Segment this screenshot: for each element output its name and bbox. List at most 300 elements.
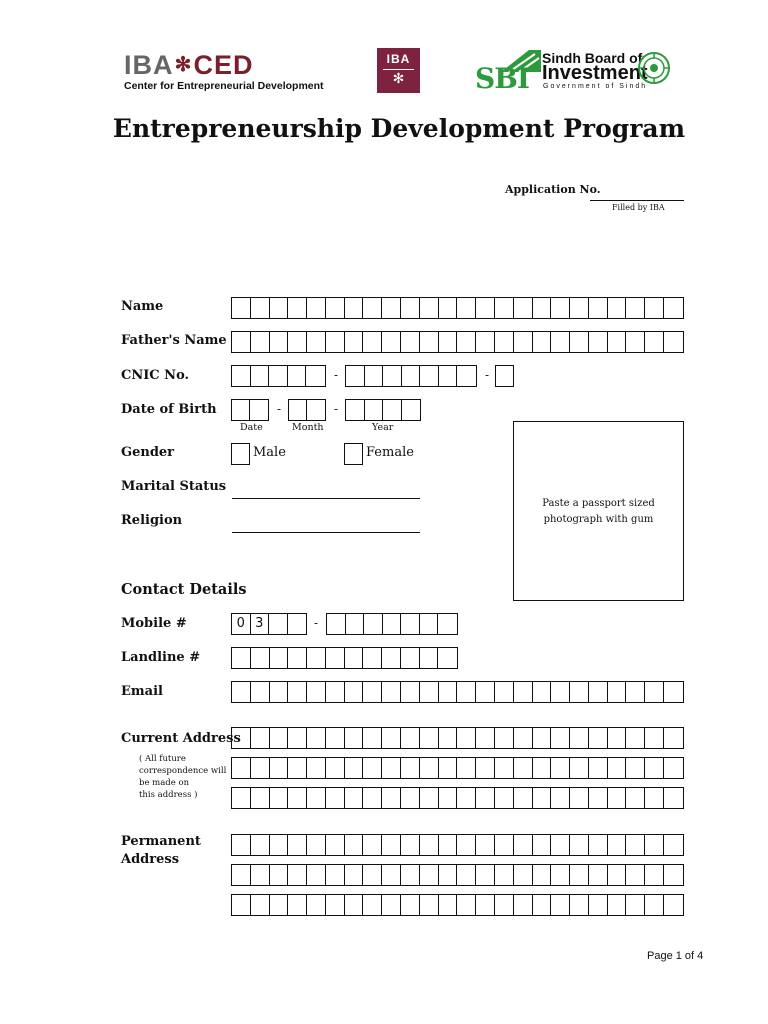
input-box-cell[interactable] — [288, 895, 307, 915]
name-label: Name — [121, 299, 164, 314]
input-box-cell[interactable] — [570, 835, 589, 855]
input-box-cell[interactable] — [457, 865, 476, 885]
input-box-cell[interactable] — [326, 728, 345, 748]
gender-male-checkbox[interactable] — [231, 443, 250, 465]
input-box-cell[interactable] — [363, 728, 382, 748]
input-box-cell[interactable] — [495, 728, 514, 748]
input-box-cell[interactable] — [626, 682, 645, 702]
mobile-number-boxes[interactable] — [326, 613, 458, 635]
landline-boxes[interactable] — [231, 647, 458, 669]
input-box-cell[interactable] — [476, 865, 495, 885]
input-box-cell[interactable] — [476, 895, 495, 915]
input-box-cell[interactable] — [608, 758, 627, 778]
input-box-cell[interactable] — [514, 895, 533, 915]
input-box-cell[interactable] — [251, 728, 270, 748]
input-box-cell[interactable] — [533, 758, 552, 778]
religion-field[interactable] — [232, 532, 420, 533]
input-box-cell[interactable] — [514, 835, 533, 855]
input-box-cell[interactable] — [363, 865, 382, 885]
input-box-cell[interactable] — [365, 366, 384, 386]
input-box-cell[interactable] — [251, 865, 270, 885]
input-box-cell[interactable] — [345, 758, 364, 778]
input-box-cell[interactable] — [363, 682, 382, 702]
input-box-cell[interactable] — [664, 728, 683, 748]
input-box-cell[interactable] — [589, 835, 608, 855]
input-box-cell[interactable] — [439, 835, 458, 855]
input-box-cell[interactable] — [495, 758, 514, 778]
input-box-cell[interactable] — [439, 895, 458, 915]
input-box-cell[interactable] — [608, 835, 627, 855]
input-box-cell[interactable] — [232, 648, 251, 668]
input-box-cell[interactable] — [608, 895, 627, 915]
input-box-cell[interactable] — [288, 682, 307, 702]
input-box-cell[interactable] — [326, 682, 345, 702]
input-box-cell[interactable] — [645, 728, 664, 748]
input-box-cell[interactable] — [363, 648, 382, 668]
input-box-cell[interactable] — [401, 682, 420, 702]
cnic-boxes-part3[interactable] — [495, 365, 514, 387]
input-box-cell[interactable] — [345, 835, 364, 855]
input-box-cell[interactable] — [307, 835, 326, 855]
input-box-cell[interactable] — [438, 614, 457, 634]
input-box-cell[interactable] — [476, 728, 495, 748]
input-box-cell[interactable] — [645, 865, 664, 885]
input-box-cell[interactable] — [307, 788, 326, 808]
input-box-cell[interactable] — [457, 298, 476, 318]
input-box-cell[interactable] — [570, 895, 589, 915]
input-box-cell[interactable] — [232, 332, 251, 352]
input-box-cell[interactable] — [664, 895, 683, 915]
mobile-prefix-digit-3[interactable] — [269, 614, 288, 634]
input-box-cell[interactable] — [476, 682, 495, 702]
input-box-cell[interactable] — [401, 298, 420, 318]
input-box-cell[interactable] — [401, 648, 420, 668]
input-box-cell[interactable] — [514, 865, 533, 885]
input-box-cell[interactable] — [664, 332, 683, 352]
input-box-cell[interactable] — [232, 865, 251, 885]
dob-date-boxes[interactable] — [231, 399, 269, 421]
current-address-note: ( All future correspondence will be made on this address ) — [139, 754, 227, 800]
input-box-cell[interactable] — [232, 895, 251, 915]
input-box-cell[interactable] — [307, 728, 326, 748]
input-box-cell[interactable] — [232, 835, 251, 855]
input-box-cell[interactable] — [270, 865, 289, 885]
input-box-cell[interactable] — [608, 682, 627, 702]
input-box-cell[interactable] — [533, 298, 552, 318]
input-box-cell[interactable] — [363, 895, 382, 915]
input-box-cell[interactable] — [307, 865, 326, 885]
sindh-seal-icon — [637, 51, 671, 85]
input-box-cell[interactable] — [288, 648, 307, 668]
input-box-cell[interactable] — [326, 835, 345, 855]
cnic-separator-1: - — [334, 368, 339, 382]
input-box-cell[interactable] — [457, 682, 476, 702]
iba-star-icon: ✻ — [392, 71, 405, 87]
input-box-cell[interactable] — [570, 298, 589, 318]
input-box-cell[interactable] — [327, 614, 346, 634]
ced-star-icon: ✻ — [174, 54, 193, 76]
input-box-cell[interactable] — [382, 332, 401, 352]
input-box-cell[interactable] — [270, 728, 289, 748]
input-box-cell[interactable] — [533, 895, 552, 915]
input-box-cell[interactable] — [533, 835, 552, 855]
input-box-cell[interactable] — [326, 648, 345, 668]
input-box-cell[interactable] — [664, 682, 683, 702]
input-box-cell[interactable] — [307, 758, 326, 778]
input-box-cell[interactable] — [326, 758, 345, 778]
mobile-prefix-digit-2[interactable]: 3 — [251, 614, 270, 634]
permanent-address-line-2[interactable] — [231, 864, 684, 886]
input-box-cell[interactable] — [383, 366, 402, 386]
input-box-cell[interactable] — [382, 298, 401, 318]
input-box-cell[interactable] — [626, 788, 645, 808]
input-box-cell[interactable] — [232, 682, 251, 702]
input-box-cell[interactable] — [439, 682, 458, 702]
input-box-cell[interactable] — [626, 865, 645, 885]
input-box-cell[interactable] — [365, 400, 384, 420]
input-box-cell[interactable] — [251, 895, 270, 915]
input-box-cell[interactable] — [439, 758, 458, 778]
input-box-cell[interactable] — [476, 298, 495, 318]
input-box-cell[interactable] — [307, 332, 326, 352]
cnic-boxes-part1[interactable] — [231, 365, 326, 387]
input-box-cell[interactable] — [551, 332, 570, 352]
input-box-cell[interactable] — [363, 332, 382, 352]
input-box-cell[interactable] — [608, 865, 627, 885]
input-box-cell[interactable] — [439, 332, 458, 352]
application-no-field[interactable] — [590, 200, 684, 201]
input-box-cell[interactable] — [589, 865, 608, 885]
input-box-cell[interactable] — [382, 728, 401, 748]
input-box-cell[interactable] — [289, 400, 307, 420]
input-box-cell[interactable] — [270, 648, 289, 668]
input-box-cell[interactable] — [570, 728, 589, 748]
input-box-cell[interactable] — [420, 366, 439, 386]
current-address-label: Current Address — [121, 731, 241, 746]
input-box-cell[interactable] — [495, 682, 514, 702]
input-box-cell[interactable] — [495, 298, 514, 318]
input-box-cell[interactable] — [402, 366, 421, 386]
input-box-cell[interactable] — [457, 895, 476, 915]
input-box-cell[interactable] — [364, 614, 383, 634]
input-box-cell[interactable] — [457, 728, 476, 748]
input-box-cell[interactable] — [270, 895, 289, 915]
input-box-cell[interactable] — [232, 366, 251, 386]
input-box-cell[interactable] — [533, 332, 552, 352]
input-box-cell[interactable] — [589, 728, 608, 748]
input-box-cell[interactable] — [306, 366, 325, 386]
input-box-cell[interactable] — [645, 758, 664, 778]
photo-box[interactable] — [513, 421, 684, 601]
input-box-cell[interactable] — [551, 895, 570, 915]
input-box-cell[interactable] — [382, 865, 401, 885]
input-box-cell[interactable] — [439, 366, 458, 386]
input-box-cell[interactable] — [438, 648, 457, 668]
input-box-cell[interactable] — [551, 835, 570, 855]
input-box-cell[interactable] — [476, 788, 495, 808]
input-box-cell[interactable] — [326, 788, 345, 808]
father-name-label: Father's Name — [121, 333, 227, 348]
input-box-cell[interactable] — [288, 835, 307, 855]
current-address-line-3[interactable] — [231, 787, 684, 809]
input-box-cell[interactable] — [326, 895, 345, 915]
input-box-cell[interactable] — [232, 298, 251, 318]
sbi-title-line3: Government of Sindh — [543, 83, 648, 90]
input-box-cell[interactable] — [551, 682, 570, 702]
input-box-cell[interactable] — [495, 835, 514, 855]
input-box-cell[interactable] — [250, 400, 268, 420]
input-box-cell[interactable] — [382, 788, 401, 808]
input-box-cell[interactable] — [645, 788, 664, 808]
gender-female-checkbox[interactable] — [344, 443, 363, 465]
input-box-cell[interactable] — [288, 865, 307, 885]
input-box-cell[interactable] — [401, 332, 420, 352]
input-box-cell[interactable] — [420, 728, 439, 748]
name-boxes[interactable] — [231, 297, 684, 319]
input-box-cell[interactable] — [382, 682, 401, 702]
input-box-cell[interactable] — [533, 728, 552, 748]
input-box-cell[interactable] — [626, 332, 645, 352]
input-box-cell[interactable] — [346, 366, 365, 386]
input-box-cell[interactable] — [363, 758, 382, 778]
input-box-cell[interactable] — [251, 298, 270, 318]
permanent-address-line-3[interactable] — [231, 894, 684, 916]
input-box-cell[interactable] — [401, 835, 420, 855]
input-box-cell[interactable] — [551, 788, 570, 808]
input-box-cell[interactable] — [420, 614, 439, 634]
landline-label: Landline # — [121, 650, 201, 665]
email-boxes[interactable] — [231, 681, 684, 703]
input-box-cell[interactable] — [251, 366, 270, 386]
input-box-cell[interactable] — [307, 400, 325, 420]
input-box-cell[interactable] — [457, 835, 476, 855]
input-box-cell[interactable] — [270, 332, 289, 352]
input-box-cell[interactable] — [514, 728, 533, 748]
input-box-cell[interactable] — [514, 332, 533, 352]
marital-status-field[interactable] — [232, 498, 420, 499]
input-box-cell[interactable] — [589, 895, 608, 915]
input-box-cell[interactable] — [232, 400, 250, 420]
input-box-cell[interactable] — [232, 788, 251, 808]
input-box-cell[interactable] — [608, 332, 627, 352]
input-box-cell[interactable] — [288, 366, 307, 386]
input-box-cell[interactable] — [608, 788, 627, 808]
input-box-cell[interactable] — [589, 758, 608, 778]
father-name-boxes[interactable] — [231, 331, 684, 353]
input-box-cell[interactable] — [664, 298, 683, 318]
input-box-cell[interactable] — [345, 728, 364, 748]
input-box-cell[interactable] — [551, 758, 570, 778]
input-box-cell[interactable] — [401, 895, 420, 915]
input-box-cell[interactable] — [269, 366, 288, 386]
input-box-cell[interactable] — [495, 865, 514, 885]
input-box-cell[interactable] — [251, 788, 270, 808]
input-box-cell[interactable] — [345, 682, 364, 702]
input-box-cell[interactable] — [495, 332, 514, 352]
input-box-cell[interactable] — [589, 298, 608, 318]
input-box-cell[interactable] — [645, 895, 664, 915]
input-box-cell[interactable] — [420, 332, 439, 352]
input-box-cell[interactable] — [326, 332, 345, 352]
input-box-cell[interactable] — [495, 895, 514, 915]
input-box-cell[interactable] — [401, 614, 420, 634]
input-box-cell[interactable] — [345, 332, 364, 352]
input-box-cell[interactable] — [401, 788, 420, 808]
input-box-cell[interactable] — [251, 758, 270, 778]
input-box-cell[interactable] — [345, 865, 364, 885]
input-box-cell[interactable] — [533, 682, 552, 702]
input-box-cell[interactable] — [420, 298, 439, 318]
input-box-cell[interactable] — [626, 758, 645, 778]
input-box-cell[interactable] — [439, 865, 458, 885]
page-title: Entrepreneurship Development Program — [112, 114, 686, 143]
input-box-cell[interactable] — [533, 865, 552, 885]
input-box-cell[interactable] — [570, 332, 589, 352]
input-box-cell[interactable] — [514, 758, 533, 778]
input-box-cell[interactable] — [570, 865, 589, 885]
input-box-cell[interactable] — [402, 400, 421, 420]
input-box-cell[interactable] — [382, 895, 401, 915]
input-box-cell[interactable] — [664, 758, 683, 778]
input-box-cell[interactable] — [570, 758, 589, 778]
mobile-prefix-digit-4[interactable] — [288, 614, 307, 634]
input-box-cell[interactable] — [457, 788, 476, 808]
input-box-cell[interactable] — [288, 332, 307, 352]
input-box-cell[interactable] — [363, 788, 382, 808]
input-box-cell[interactable] — [439, 298, 458, 318]
input-box-cell[interactable] — [401, 728, 420, 748]
input-box-cell[interactable] — [551, 728, 570, 748]
input-box-cell[interactable] — [420, 895, 439, 915]
marital-status-label: Marital Status — [121, 479, 227, 494]
iba-badge-divider — [383, 69, 414, 70]
input-box-cell[interactable] — [476, 835, 495, 855]
input-box-cell[interactable] — [589, 788, 608, 808]
input-box-cell[interactable] — [570, 682, 589, 702]
input-box-cell[interactable] — [589, 332, 608, 352]
input-box-cell[interactable] — [232, 758, 251, 778]
input-box-cell[interactable] — [551, 865, 570, 885]
input-box-cell[interactable] — [326, 865, 345, 885]
input-box-cell[interactable] — [626, 298, 645, 318]
input-box-cell[interactable] — [496, 366, 513, 386]
input-box-cell[interactable] — [288, 788, 307, 808]
cnic-boxes-part2[interactable] — [345, 365, 477, 387]
input-box-cell[interactable] — [251, 682, 270, 702]
input-box-cell[interactable] — [533, 788, 552, 808]
input-box-cell[interactable] — [288, 298, 307, 318]
input-box-cell[interactable] — [307, 298, 326, 318]
input-box-cell[interactable] — [626, 895, 645, 915]
input-box-cell[interactable] — [383, 614, 402, 634]
input-box-cell[interactable] — [589, 682, 608, 702]
input-box-cell[interactable] — [363, 835, 382, 855]
input-box-cell[interactable] — [288, 728, 307, 748]
input-box-cell[interactable] — [420, 648, 439, 668]
input-box-cell[interactable] — [664, 865, 683, 885]
input-box-cell[interactable] — [645, 835, 664, 855]
input-box-cell[interactable] — [270, 788, 289, 808]
input-box-cell[interactable] — [626, 835, 645, 855]
permanent-address-line-1[interactable] — [231, 834, 684, 856]
input-box-cell[interactable] — [439, 728, 458, 748]
input-box-cell[interactable] — [345, 895, 364, 915]
mobile-prefix-boxes[interactable] — [231, 613, 307, 635]
input-box-cell[interactable] — [457, 332, 476, 352]
input-box-cell[interactable] — [514, 682, 533, 702]
input-box-cell[interactable] — [307, 895, 326, 915]
input-box-cell[interactable] — [420, 758, 439, 778]
input-box-cell[interactable] — [514, 298, 533, 318]
input-box-cell[interactable] — [420, 835, 439, 855]
gender-label: Gender — [121, 445, 175, 460]
input-box-cell[interactable] — [383, 400, 402, 420]
input-box-cell[interactable] — [345, 648, 364, 668]
dob-month-boxes[interactable] — [288, 399, 326, 421]
input-box-cell[interactable] — [401, 758, 420, 778]
input-box-cell[interactable] — [457, 758, 476, 778]
input-box-cell[interactable] — [345, 788, 364, 808]
input-box-cell[interactable] — [382, 648, 401, 668]
input-box-cell[interactable] — [645, 332, 664, 352]
input-box-cell[interactable] — [251, 332, 270, 352]
input-box-cell[interactable] — [251, 648, 270, 668]
input-box-cell[interactable] — [457, 366, 476, 386]
input-box-cell[interactable] — [345, 298, 364, 318]
input-box-cell[interactable] — [645, 298, 664, 318]
input-box-cell[interactable] — [608, 298, 627, 318]
input-box-cell[interactable] — [608, 728, 627, 748]
input-box-cell[interactable] — [346, 614, 365, 634]
input-box-cell[interactable] — [288, 758, 307, 778]
input-box-cell[interactable] — [401, 865, 420, 885]
input-box-cell[interactable] — [270, 758, 289, 778]
input-box-cell[interactable] — [346, 400, 365, 420]
current-address-line-1[interactable] — [231, 727, 684, 749]
input-box-cell[interactable] — [270, 835, 289, 855]
input-box-cell[interactable] — [476, 758, 495, 778]
input-box-cell[interactable] — [420, 865, 439, 885]
input-box-cell[interactable] — [307, 648, 326, 668]
mobile-label: Mobile # — [121, 616, 187, 631]
input-box-cell[interactable] — [363, 298, 382, 318]
input-box-cell[interactable] — [514, 788, 533, 808]
input-box-cell[interactable] — [495, 788, 514, 808]
dob-year-boxes[interactable] — [345, 399, 421, 421]
input-box-cell[interactable] — [476, 332, 495, 352]
input-box-cell[interactable] — [232, 728, 251, 748]
input-box-cell[interactable] — [664, 788, 683, 808]
input-box-cell[interactable] — [270, 682, 289, 702]
input-box-cell[interactable] — [382, 835, 401, 855]
input-box-cell[interactable] — [270, 298, 289, 318]
input-box-cell[interactable] — [326, 298, 345, 318]
input-box-cell[interactable] — [251, 835, 270, 855]
input-box-cell[interactable] — [626, 728, 645, 748]
input-box-cell[interactable] — [551, 298, 570, 318]
input-box-cell[interactable] — [420, 682, 439, 702]
input-box-cell[interactable] — [382, 758, 401, 778]
mobile-prefix-digit-1[interactable]: 0 — [232, 614, 251, 634]
current-address-line-2[interactable] — [231, 757, 684, 779]
contact-details-heading: Contact Details — [121, 581, 247, 598]
input-box-cell[interactable] — [664, 835, 683, 855]
input-box-cell[interactable] — [645, 682, 664, 702]
input-box-cell[interactable] — [439, 788, 458, 808]
input-box-cell[interactable] — [307, 682, 326, 702]
input-box-cell[interactable] — [570, 788, 589, 808]
input-box-cell[interactable] — [420, 788, 439, 808]
